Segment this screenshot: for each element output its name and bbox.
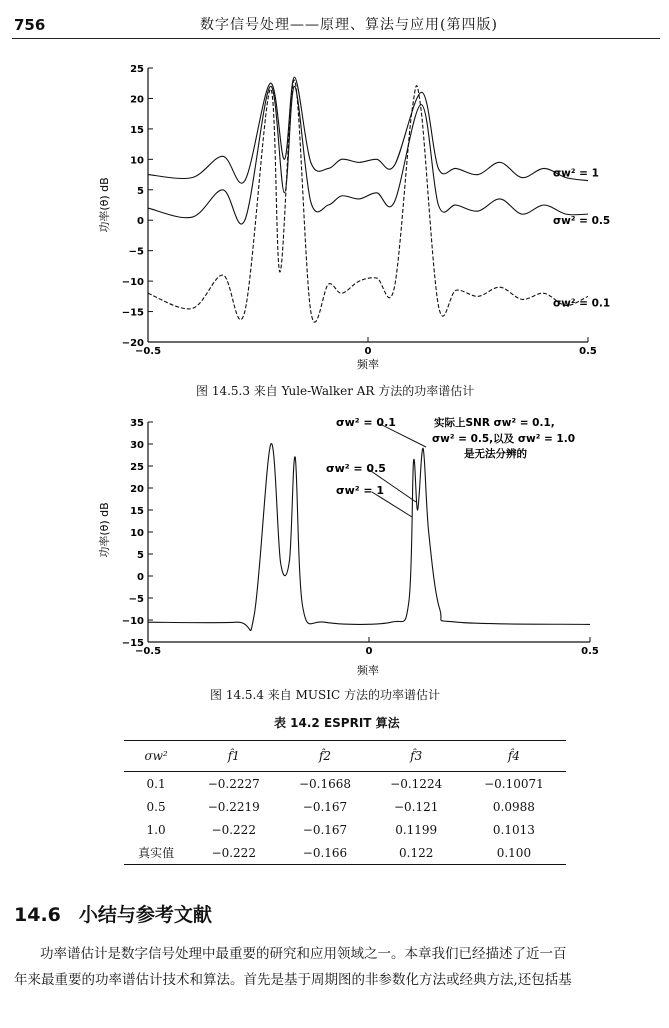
y-tick-label: 25 [130, 64, 144, 75]
table-cell: −0.10071 [484, 776, 544, 791]
x-tick-label: 0 [365, 646, 373, 657]
espirit-table [124, 740, 566, 865]
figure2-annotation-05: σw² = 0.5 [326, 462, 386, 475]
figure1-caption: 图 14.5.3 来自 Yule-Walker AR 方法的功率谱估计 [196, 384, 475, 398]
y-tick-label: 5 [137, 185, 144, 197]
y-tick-label: 10 [130, 528, 144, 539]
table-cell: 0.100 [496, 845, 532, 860]
figure2-note-line-1: 实际上SNR σw² = 0.1, [434, 417, 555, 429]
y-tick-label: 15 [130, 124, 144, 136]
y-tick-label: 5 [137, 550, 144, 561]
table-row [124, 772, 566, 796]
section-heading [14, 900, 230, 927]
table-row [124, 795, 566, 818]
figure1-ylabel: 功率(θ) dB [98, 177, 111, 233]
figure2-ylabel: 功率(θ) dB [98, 502, 111, 558]
table-cell: 0.5 [146, 799, 166, 814]
y-tick-label: −5 [128, 246, 144, 258]
figure2-annotation-01: σw² = 0.1 [336, 416, 396, 429]
figure1-curves [148, 77, 610, 322]
table-cell: −0.2227 [207, 776, 260, 791]
y-tick-label: −20 [121, 338, 144, 349]
x-tick-label: 0 [364, 346, 372, 357]
table-cell: 0.1013 [492, 822, 535, 837]
table-header-cell: f̂2 [318, 749, 332, 763]
table-header-row [124, 741, 566, 772]
y-tick-label: 30 [130, 440, 144, 451]
table-cell: −0.1668 [298, 776, 351, 791]
series-label: σw² = 1 [553, 167, 599, 180]
y-tick-label: −15 [121, 638, 144, 649]
table-header-cell: σw² [144, 749, 168, 763]
table-cell: −0.222 [211, 822, 256, 837]
series-line [148, 86, 588, 224]
y-tick-label: −10 [121, 277, 144, 289]
table-cell: −0.167 [302, 799, 348, 814]
figure2-arrow-01 [380, 424, 426, 447]
table-cell: 0.122 [399, 845, 434, 860]
table-cell: 0.1199 [395, 822, 438, 837]
table-header-cell: f̂3 [410, 749, 423, 763]
table-row [124, 841, 566, 865]
y-tick-label: 25 [130, 462, 144, 473]
paragraph-line: 功率谱估计是数字信号处理中最重要的研究和应用领域之一。本章我们已经描述了近一百 [40, 946, 567, 962]
y-tick-label: 20 [130, 94, 144, 106]
table-cell: −0.121 [393, 799, 439, 814]
figure2-axes [122, 418, 599, 657]
running-head: 数字信号处理——原理、算法与应用(第四版) [200, 17, 498, 33]
series-label: σw² = 0.1 [553, 297, 611, 310]
y-tick-label: −5 [128, 594, 144, 605]
table-caption: 表 14.2 ESPRIT 算法 [274, 716, 400, 730]
section-title: 小结与参考文献 [78, 904, 212, 926]
figure2-annotation-1: σw² = 1 [336, 484, 385, 497]
y-tick-label: 0 [137, 216, 144, 228]
table-cell: −0.2219 [207, 799, 260, 814]
x-tick-label: 0.5 [581, 646, 599, 657]
series-label: σw² = 0.5 [553, 215, 611, 228]
y-tick-label: −10 [121, 616, 144, 627]
y-tick-label: 15 [130, 506, 144, 517]
table-cell: 1.0 [146, 822, 166, 837]
figure2-caption: 图 14.5.4 来自 MUSIC 方法的功率谱估计 [210, 688, 440, 702]
table-cell: −0.222 [211, 845, 256, 860]
paragraph-line: 年来最重要的功率谱估计技术和算法。首先是基于周期图的非参数化方法或经典方法,还包括基 [14, 972, 572, 988]
figure1-xlabel: 频率 [357, 358, 379, 371]
page-number: 756 [14, 16, 46, 34]
series-line [148, 80, 588, 322]
figure2-arrow-1 [372, 492, 412, 517]
x-tick-label: 0.5 [579, 346, 597, 357]
figure2-note-line-2: σw² = 0.5,以及 σw² = 1.0 [432, 433, 576, 445]
figure1-axes [122, 64, 597, 357]
table-cell: −0.167 [302, 822, 348, 837]
y-tick-label: 35 [130, 418, 144, 429]
y-tick-label: 20 [130, 484, 144, 495]
figure2-xlabel: 频率 [357, 664, 379, 677]
figure-music [0, 400, 669, 690]
y-tick-label: 0 [137, 572, 144, 583]
figure-yule-walker [0, 0, 669, 400]
table-cell: −0.166 [302, 845, 348, 860]
section-number: 14.6 [14, 904, 61, 926]
table-header-cell: f̂4 [507, 749, 520, 763]
series-line [148, 77, 588, 183]
table-cell: −0.1224 [390, 776, 443, 791]
table-header-cell: f̂1 [227, 749, 240, 763]
table-cell: 0.1 [146, 776, 166, 791]
table-cell: 0.0988 [492, 799, 535, 814]
y-tick-label: 10 [130, 155, 144, 167]
table-row [124, 818, 566, 841]
x-tick-label: −0.5 [134, 646, 162, 657]
figure2-note-line-3: 是无法分辨的 [464, 448, 527, 460]
x-tick-label: −0.5 [134, 346, 162, 357]
table-cell: 真实值 [138, 846, 175, 860]
y-tick-label: −15 [121, 307, 144, 319]
